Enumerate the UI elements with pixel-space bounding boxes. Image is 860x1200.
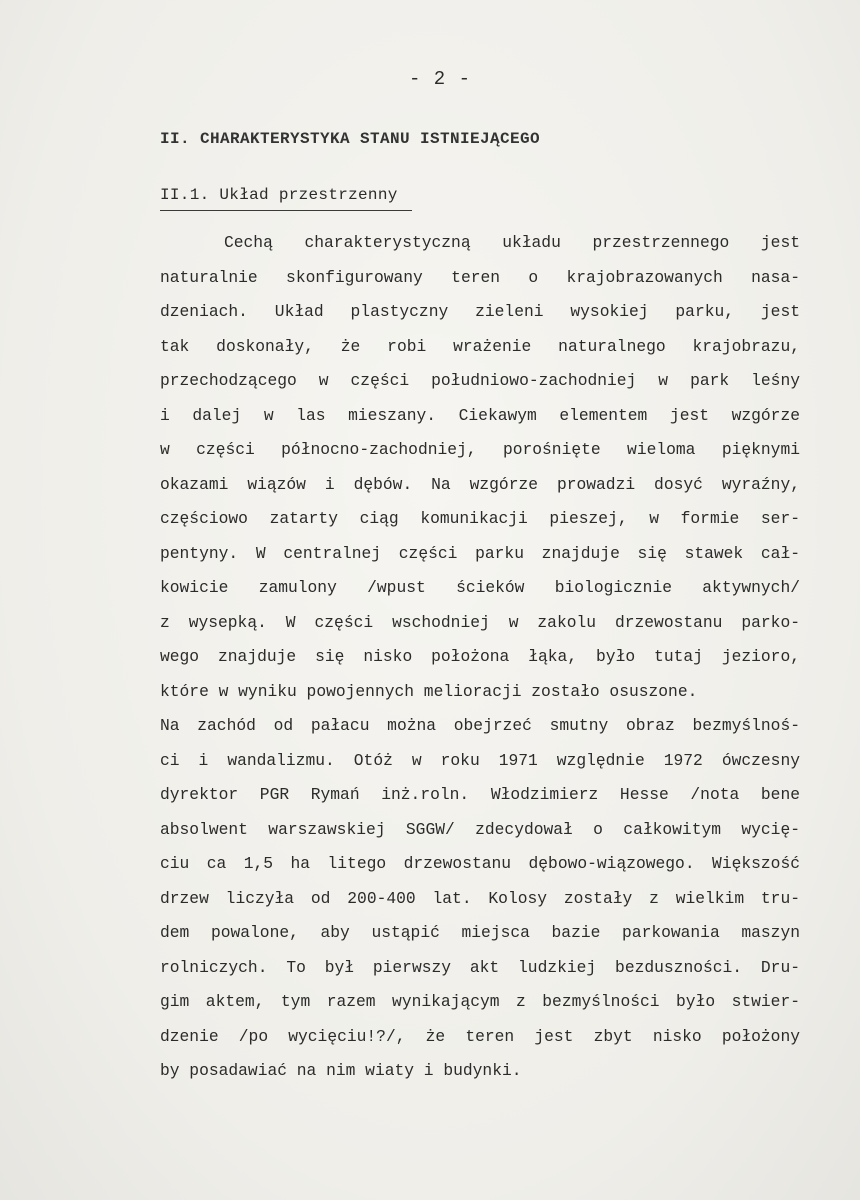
text-line: wego znajduje się nisko położona łąka, było tutaj jezioro,	[160, 647, 800, 666]
page-number: - 2 -	[408, 68, 471, 90]
text-line: pentyny. W centralnej części parku znajduje się stawek cał-	[160, 543, 800, 563]
text-line: Na zachód od pałacu można obejrzeć smutny obraz bezmyślnoś-	[160, 716, 800, 735]
text-line: i dalej w las mieszany. Ciekawym elementem jest wzgórze	[160, 405, 800, 425]
text-line: naturalnie skonfigurowany teren o krajobrazowanych nasa-	[160, 267, 800, 287]
text-line: by posadawiać na nim wiaty i budynki.	[160, 1061, 522, 1080]
text-line: ci i wandalizmu. Otóż w roku 1971 względnie 1972 ówczesny	[160, 750, 800, 770]
text-line: ciu ca 1,5 ha litego drzewostanu dębowo-wiązowego. Większość	[160, 854, 800, 873]
text-line: w części północno-zachodniej, porośnięte wieloma pięknymi	[160, 440, 800, 459]
text-line: które w wyniku powojennych melioracji zostało osuszone.	[160, 681, 698, 701]
text-line: dem powalone, aby ustąpić miejsca bazie parkowania maszyn	[160, 923, 800, 942]
text-line: przechodzącego w części południowo-zachodniej w park leśny	[160, 371, 800, 390]
text-line: dzenie /po wycięciu!?/, że teren jest zbyt nisko położony	[160, 1026, 800, 1046]
text-line: rolniczych. To był pierwszy akt ludzkiej bezduszności. Dru-	[160, 957, 800, 977]
subsection-heading: II.1. Układ przestrzenny	[160, 186, 412, 211]
text-line: okazami wiązów i dębów. Na wzgórze prowadzi dosyć wyraźny,	[160, 474, 800, 494]
text-line: Cechą charakterystyczną układu przestrzennego jest	[224, 233, 800, 252]
text-line: dzeniach. Układ plastyczny zieleni wysokiej parku, jest	[160, 302, 800, 321]
text-line: z wysepką. W części wschodniej w zakolu drzewostanu parko-	[160, 612, 800, 632]
text-line: drzew liczyła od 200-400 lat. Kolosy zostały z wielkim tru-	[160, 888, 800, 908]
text-line: tak doskonały, że robi wrażenie naturalnego krajobrazu,	[160, 336, 800, 356]
text-line: dyrektor PGR Rymań inż.roln. Włodzimierz Hesse /nota bene	[160, 785, 800, 804]
body-text	[160, 226, 800, 1089]
text-line: absolwent warszawskiej SGGW/ zdecydował o całkowitym wycię-	[160, 819, 800, 839]
text-line: kowicie zamulony /wpust ścieków biologicznie aktywnych/	[160, 578, 800, 597]
section-heading: II. CHARAKTERYSTYKA STANU ISTNIEJĄCEGO	[160, 130, 541, 148]
text-line: częściowo zatarty ciąg komunikacji pieszej, w formie ser-	[160, 509, 800, 528]
text-line: gim aktem, tym razem wynikającym z bezmyślności było stwier-	[160, 992, 800, 1011]
